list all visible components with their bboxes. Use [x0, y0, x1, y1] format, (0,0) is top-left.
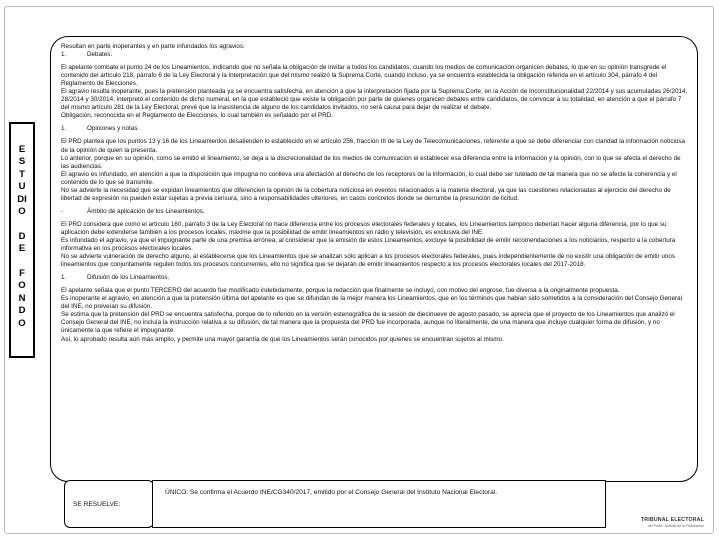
- heading-text: Debates.: [87, 51, 113, 59]
- footer-title: TRIBUNAL ELECTORAL: [640, 517, 704, 523]
- paragraph: Obligación, reconocida en el Reglamento de Elecciones, lo cual también es señalado por el PRD.: [61, 112, 333, 120]
- heading-number: 1.: [61, 51, 67, 59]
- heading-diffusion: [61, 274, 688, 282]
- footer-logo: [630, 517, 704, 528]
- paragraph: El PRD considera que como el artículo 160, párrafo 3 de la Ley Electoral no hace diferencia entre los procesos electorales federales y locales, los Lineamientos tampoco deberían hacer alguna diferencia, por lo que su aplicación debe extenderse también a los procesos locales, máxime que la posibilidad de emitir lineamientos en radio y televisión, es exclusiva del INE.: [61, 220, 667, 236]
- intro-paragraph: Resultan en parte inoperantes y en parte infundados los agravios:: [61, 43, 245, 50]
- footer-subtitle: del Poder Judicial de la Federación: [647, 524, 704, 528]
- heading-scope: [61, 208, 688, 216]
- resolution-box: [152, 480, 606, 528]
- heading-bullet: -: [61, 207, 64, 215]
- paragraph: No se advierte la necesidad que se expidan lineamientos que diferencien la opinión de la cobertura noticiosa en eventos relacionados a la materia electoral, ya que las cuestiones relacionadas al ejercicio del derecho de libertad de expresión no pueden estar sujetas a previa censura, sino a responsabilidades ulteriores, en casos concretos donde se derrumbe la presunción de licitud.: [61, 186, 671, 202]
- paragraph: El apelante combate el punto 24 de los Lineamientos, indicando que no señala la obligación de invitar a todos los candidatos, cuando los medios de comunicación organicen debates, lo que en su opinión transgrede el contenido del artículo 218, párrafo 6 de la Ley Electoral y la interpretación que del mismo realizó la Suprema Corte, cuando incluso, ya se encuentra establecida la obligación referida en el artículo 304, párrafo 4 del Reglamento de Elecciones.: [61, 64, 667, 88]
- resolves-label: SE RESUELVE:: [73, 501, 121, 508]
- heading-text: Opiniones y notas.: [87, 125, 140, 133]
- paragraph: No se advierte vulneración de derecho alguno, al establecerse que los Lineamientos que se analizan sólo aplican a los procesos electorales federales, pues independientemente de no existir una obligación de emitir unos lineamientos que conjuntamente regulen todos los procesos concurrentes, ello no significa que se dejarán de emitir lineamientos respecto a los procesos electorales locales del 2017-2018.: [61, 253, 675, 269]
- heading-text: Ámbito de aplicación de los Lineamientos.: [87, 207, 205, 215]
- heading-number: 1.: [61, 274, 67, 282]
- paragraph: Así, lo aprobado resulta aún más amplio, y permite una mayor garantía de que los Lineamientos serán conocidos por quienes se encuentran sujetos al mismo.: [61, 335, 504, 343]
- document-body: [61, 43, 688, 344]
- sidebar-label: E S T U DI O D E F O N D O: [17, 144, 27, 329]
- heading-number: 1.: [61, 125, 67, 133]
- paragraph: El apelante señala que el punto TERCERO del acuerdo fue modificado indebidamente, porque la redacción que finalmente se incluyó, con motivo del engrose, fue diversa a la originalmente propuesta.: [61, 287, 620, 295]
- paragraph: El agravio es infundado, en atención a que la disposición que impugna no conlleva una afectación al derecho de los receptores de la información, lo cual debe ser tutelado de tal manera que no se afecte la coherencia y el contenido de lo que se transmite.: [61, 170, 677, 186]
- paragraph: Lo anterior, porque en su opinión, como se emitió el lineamiento, se deja a la discrecionalidad de los medios de comunicación el establecer esa diferencia entre la información y la opinión, con lo que se afecta el derecho de las audiencias.: [61, 154, 681, 170]
- resolution-text: ÚNICO. Se confirma el Acuerdo INE/CG340/2017, emitido por el Consejo General del Instituto Nacional Electoral.: [165, 489, 498, 496]
- paragraph: El agravio resulta inoperante, pues la pretensión planteada ya se encuentra satisfecha, en atención a que la interpretación fijada por la Suprema Corte, en la Acción de Inconstitucionalidad 22/2014 y sus acumuladas 26/2014, 28/2014 y 30/2014, interpretó el contenido de dicho numeral, en la que estableció que existe la obligación por parte de quienes organicen debates entre candidatos, de convocar a su totalidad, en atención a que el párrafo 7 del mismo artículo 281 de la Ley Electoral, prevé que la inasistencia de alguno de los candidatos invitados, no será causa para dejar de realizar el debate.: [61, 88, 688, 112]
- heading-debates: [61, 51, 688, 59]
- resolves-label-box: [64, 480, 154, 528]
- heading-opinions: [61, 125, 688, 133]
- paragraph: El PRD plantea que los puntos 13 y 16 de los Lineamientos desatienden lo establecido en el artículo 256, fracción III de la Ley de Telecomunicaciones, referente a que se debe diferenciar con claridad la información noticiosa de la opinión de quien la presenta.: [61, 138, 686, 154]
- paragraph: Es inoperante el agravio, en atención a que la pretensión última del apelante es que se difundan de la mejor manera los Lineamientos, que en los términos que habían sido sometidos a la consideración del Consejo General del INE, no preveían su difusión.: [61, 295, 682, 311]
- paragraph: Se estima que la pretensión del PRD se encuentra satisfecha, porque de lo referido en la versión estenográfica de la sesión de diecinueve de agosto pasado, se aprecia que el proyecto de los Lineamientos que analizó el Consejo General del INE, no incluía la instrucción relativa a su difusión, de tal manera que la propuesta del PRD fue incorporada, aunque no literalmente, de una manera que incluye cualquier forma de difusión, y no únicamente la que refiere el impugnante.: [61, 311, 675, 335]
- paragraph: Es infundado el agravio, ya que el impugnante parte de una premisa errónea, al considerar que la emisión de estos Lineamientos, excluye la posibilidad de emitir recomendaciones a los noticiarios, respecto a la cobertura informativa en los procesos electorales locales.: [61, 236, 676, 253]
- heading-text: Difusión de los Lineamientos.: [87, 274, 170, 282]
- sidebar-label-box: [9, 122, 35, 358]
